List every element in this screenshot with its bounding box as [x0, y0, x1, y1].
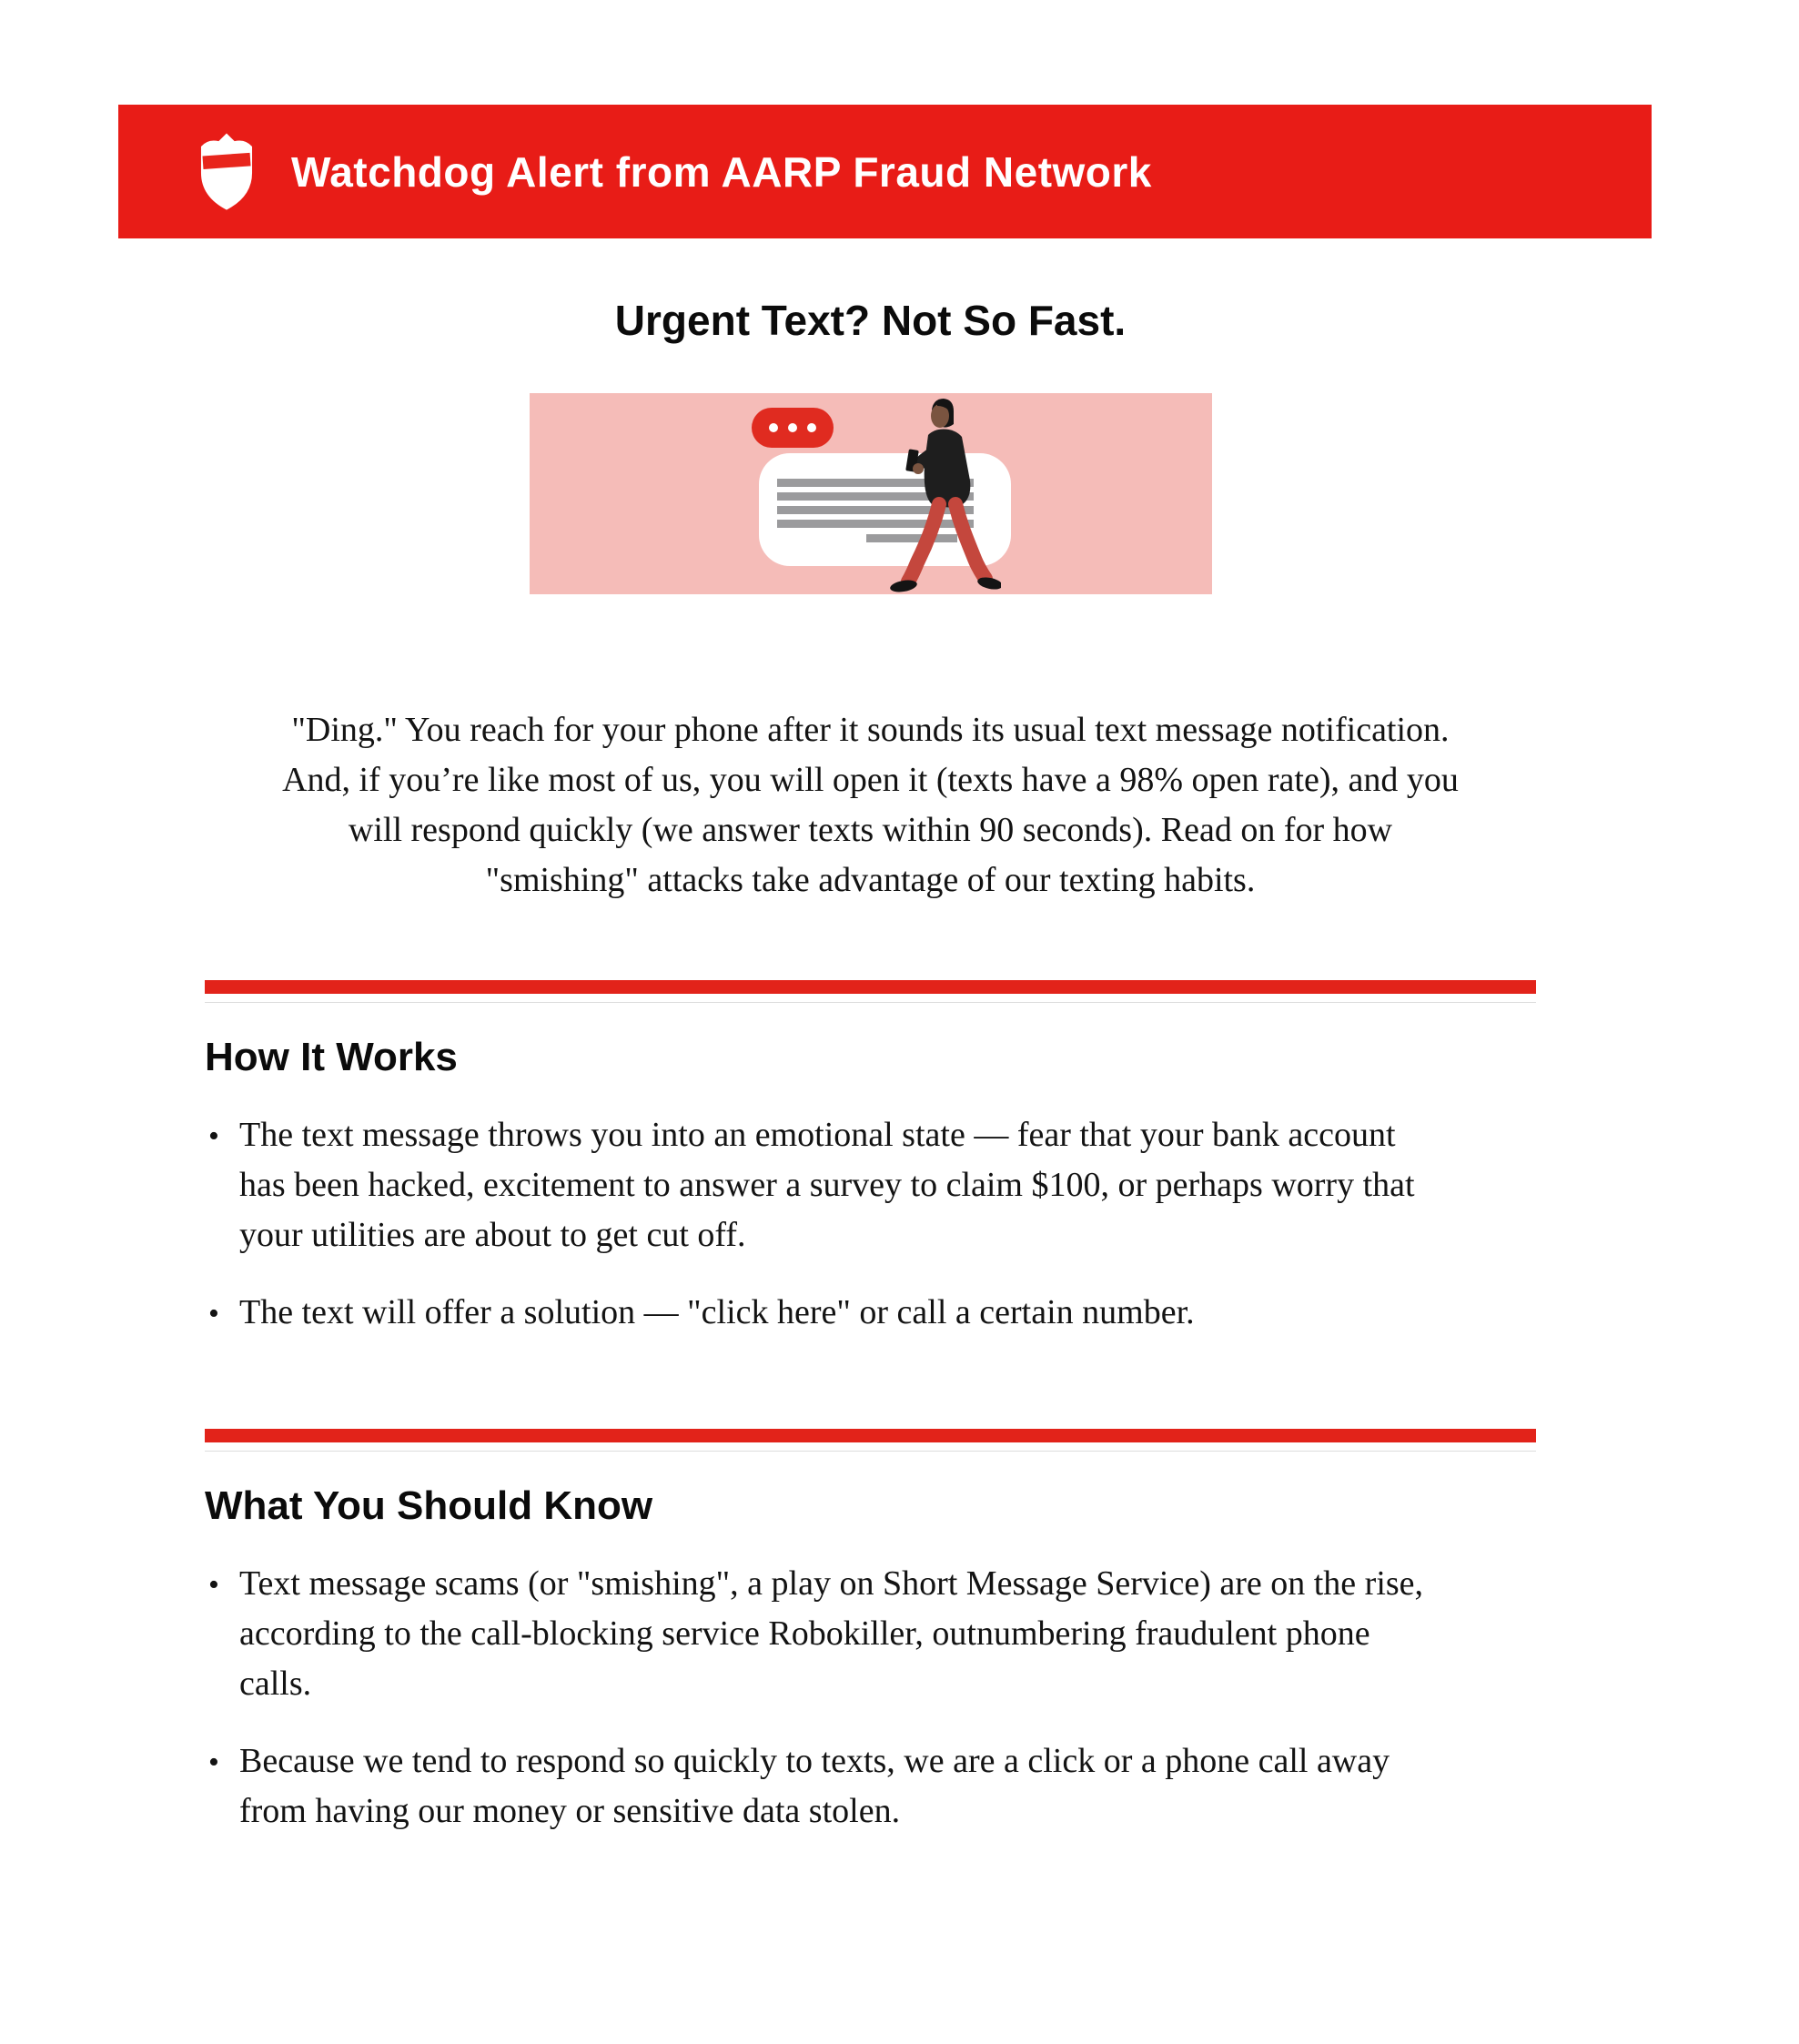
- divider-hairline: [205, 1002, 1536, 1003]
- header-title: Watchdog Alert from AARP Fraud Network: [291, 147, 1152, 196]
- list-item: • Because we tend to respond so quickly to texts, we are a click or a phone call away from having our money or sensitive data stolen.: [205, 1736, 1424, 1837]
- bullet-list-what-you-should-know: [205, 1559, 1424, 1837]
- divider-red-bar: [205, 980, 1536, 994]
- list-item: • Text message scams (or "smishing", a play on Short Message Service) are on the rise, according to the call-blocking service Robokiller, outnumbering fraudulent phone calls.: [205, 1559, 1424, 1709]
- list-item: • The text message throws you into an emotional state — fear that your bank account has been hacked, excitement to answer a survey to claim $100, or perhaps worry that your utilities are about to get cut off.: [205, 1110, 1424, 1260]
- walking-person-figure: [883, 397, 1001, 594]
- typing-dot: [807, 423, 816, 432]
- section-heading-what-you-should-know: What You Should Know: [205, 1483, 653, 1528]
- list-item: • The text will offer a solution — "click here" or call a certain number.: [205, 1288, 1424, 1338]
- divider-hairline: [205, 1451, 1536, 1452]
- shield-icon: [200, 133, 253, 211]
- section-divider: [205, 980, 1536, 1003]
- bullet-list-how-it-works: [205, 1110, 1424, 1338]
- hero-illustration: [530, 393, 1212, 594]
- email-body: [118, 105, 1652, 1837]
- alert-header-bar: [118, 105, 1652, 238]
- divider-red-bar: [205, 1429, 1536, 1442]
- article-title: Urgent Text? Not So Fast.: [614, 297, 1127, 344]
- section-divider: [205, 1429, 1536, 1452]
- typing-dot: [788, 423, 797, 432]
- section-heading-how-it-works: How It Works: [205, 1035, 458, 1079]
- content-column: [118, 299, 1652, 1837]
- typing-indicator-icon: [752, 408, 834, 448]
- typing-dot: [769, 423, 778, 432]
- intro-paragraph: "Ding." You reach for your phone after it sounds its usual text message notification. And, if you’re like most of us, you will open it (texts have a 98% open rate), and you will respond quickly (we answer texts within 90 seconds). Read on for how "smishing" attacks take advantage of our texting habits.: [282, 711, 1459, 899]
